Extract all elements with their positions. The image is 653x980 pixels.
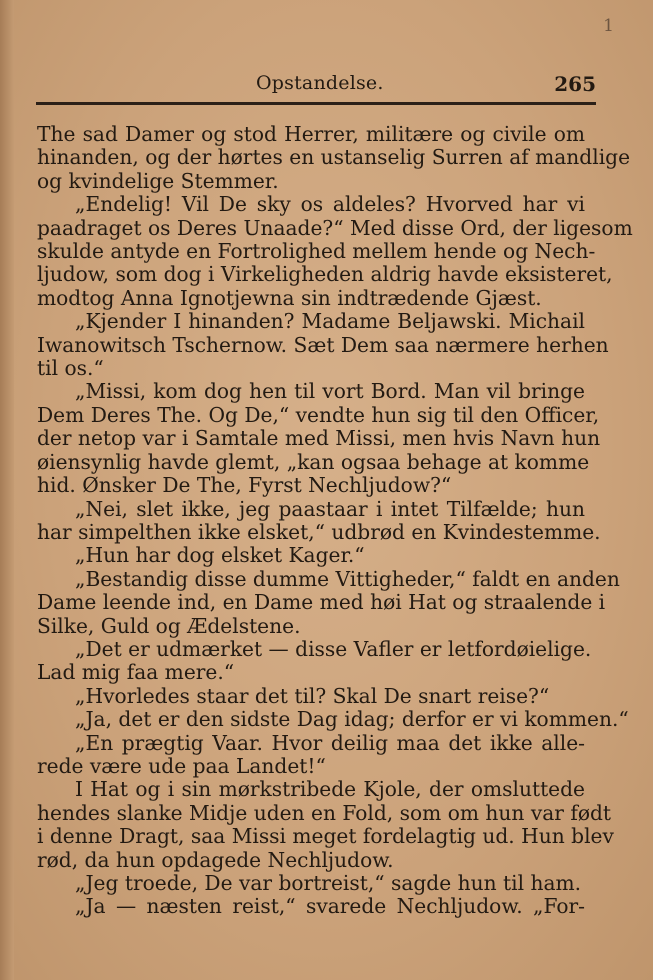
text-line: ljudow, som dog i Virkeligheden aldrig havde eksisteret,	[37, 262, 613, 287]
page-header	[36, 72, 596, 98]
text-line: der netop var i Samtale med Missi, men hvis Navn hun	[37, 426, 601, 451]
text-line: hendes slanke Midje uden en Fold, som om hun var født	[37, 800, 612, 825]
text-line: „Hvorledes staar det til? Skal De snart reise?“	[75, 683, 550, 708]
text-line: hid. Ønsker De The, Fyrst Nechljudow?“	[37, 473, 452, 498]
text-line: „Bestandig disse dumme Vittigheder,“ faldt en anden	[75, 566, 620, 591]
text-line: „Missi, kom dog hen til vort Bord. Man vil bringe	[75, 379, 585, 404]
page-edge-shadow	[0, 0, 14, 980]
text-line: rede være ude paa Landet!“	[37, 753, 326, 778]
text-line: modtog Anna Ignotjewna sin indtrædende Gjæst.	[37, 285, 542, 310]
text-line: Dem Deres The. Og De,“ vendte hun sig til den Officer,	[37, 402, 600, 427]
text-line: har simpelthen ikke elsket,“ udbrød en Kvindestemme.	[37, 519, 601, 544]
text-line: øiensynlig havde glemt, „kan ogsaa behage at komme	[37, 449, 590, 474]
text-line: „Kjender I hinanden? Madame Beljawski. Michail	[75, 309, 585, 334]
text-line: paadraget os Deres Unaade?“ Med disse Ord, der ligesom	[37, 215, 633, 240]
text-line: og kvindelige Stemmer.	[37, 168, 279, 193]
text-line: „Nei, slet ikke, jeg paastaar i intet Tilfælde; hun	[75, 496, 585, 521]
text-line: „Ja, det er den sidste Dag idag; derfor er vi kommen.“	[75, 707, 629, 732]
text-line: „Hun har dog elsket Kager.“	[75, 543, 365, 568]
text-line: Iwanowitsch Tschernow. Sæt Dem saa nærmere herhen	[37, 332, 609, 357]
text-line: i denne Dragt, saa Missi meget fordelagtig ud. Hun blev	[37, 824, 614, 849]
text-line: Lad mig faa mere.“	[37, 660, 235, 685]
text-line: til os.“	[37, 356, 104, 381]
text-line: Dame leende ind, en Dame med høi Hat og straalende i	[37, 590, 606, 615]
page-number: 265	[554, 72, 596, 96]
text-line: The sad Damer og stod Herrer, militære og civile om	[37, 122, 585, 146]
running-title: Opstandelse.	[256, 72, 384, 94]
text-line: hinanden, og der hørtes en ustanselig Surren af mandlige	[37, 145, 631, 170]
header-rule	[36, 102, 596, 105]
text-line: rød, da hun opdagede Nechljudow.	[37, 847, 394, 872]
text-line: „Ja — næsten reist,“ svarede Nechljudow. „For-	[75, 894, 585, 919]
text-line: „Det er udmærket — disse Vafler er letfordøielige.	[75, 636, 592, 661]
text-line: I Hat og i sin mørkstribede Kjole, der omsluttede	[75, 777, 585, 802]
text-line: „Jeg troede, De var bortreist,“ sagde hun til ham.	[75, 871, 582, 895]
text-line: „Endelig! Vil De sky os aldeles? Hvorved har vi	[75, 192, 585, 217]
text-line: skulde antyde en Fortrolighed mellem hende og Nech-	[37, 239, 596, 264]
corner-mark: 1	[603, 16, 615, 36]
text-line: Silke, Guld og Ædelstene.	[37, 613, 301, 638]
text-line: „En prægtig Vaar. Hvor deilig maa det ikke alle-	[75, 730, 585, 755]
body-text	[37, 122, 633, 919]
